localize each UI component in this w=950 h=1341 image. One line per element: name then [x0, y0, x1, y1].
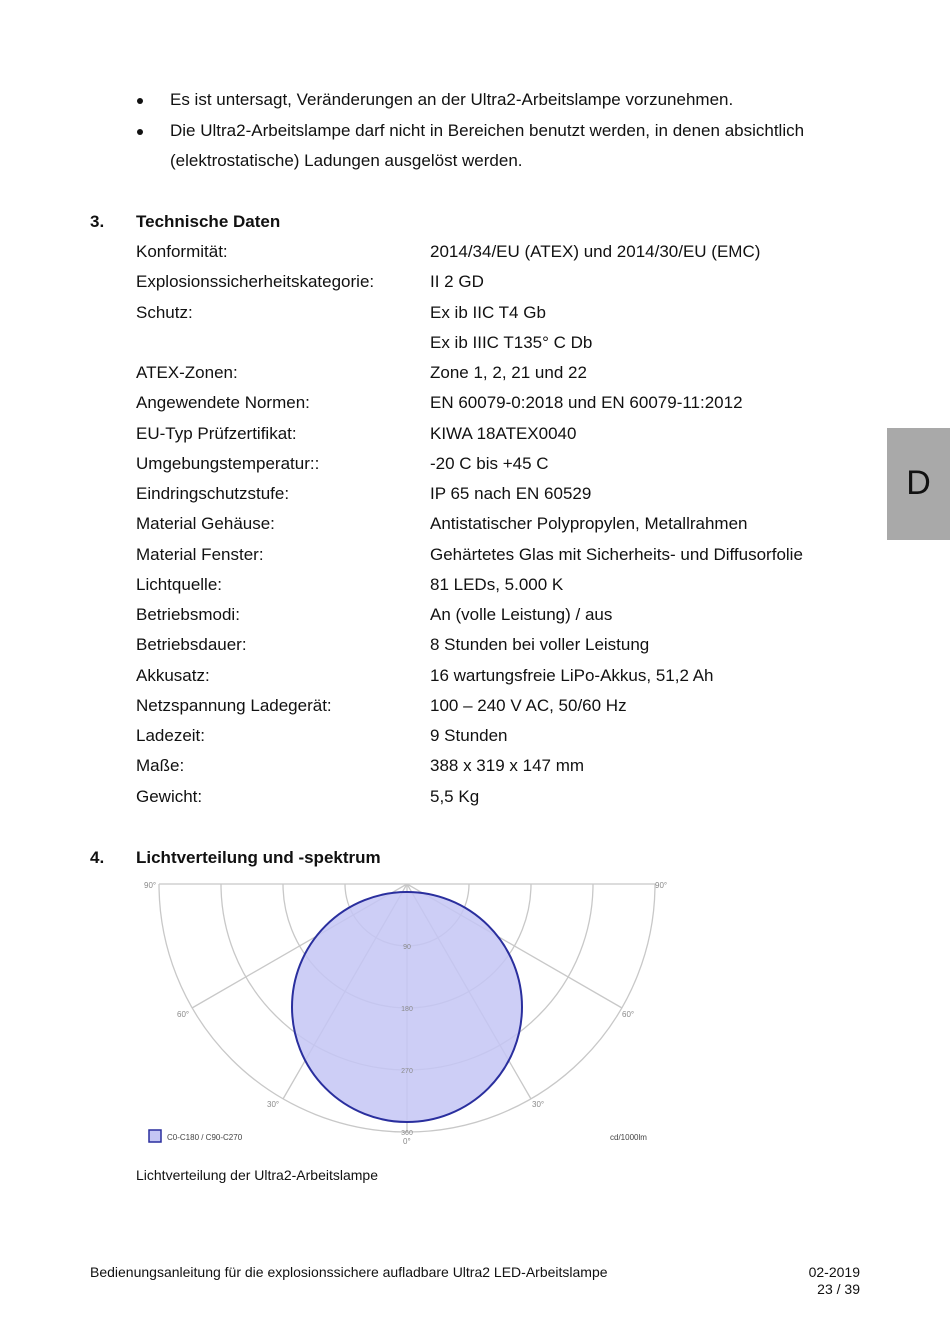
angle-label: 60° — [177, 1010, 190, 1019]
language-tab-label: D — [906, 464, 931, 502]
spec-label: Netzspannung Ladegerät: — [136, 696, 332, 715]
footer-date: 02-2019 — [808, 1264, 860, 1280]
spec-value: 8 Stunden bei voller Leistung — [430, 635, 650, 654]
spec-label: Umgebungstemperatur:: — [136, 454, 320, 473]
bullet-text-continued: (elektrostatische) Ladungen ausgelöst werden. — [170, 151, 523, 170]
spec-label: Material Gehäuse: — [136, 514, 275, 533]
footer-title: Bedienungsanleitung für die explosionssichere aufladbare Ultra2 LED-Arbeitslampe — [90, 1264, 608, 1280]
spec-value: 5,5 Kg — [430, 787, 480, 806]
spec-label: Maße: — [136, 756, 185, 775]
radial-label: 270 — [401, 1068, 413, 1075]
spec-value: An (volle Leistung) / aus — [430, 605, 613, 624]
bullet-text: Es ist untersagt, Veränderungen an der Ultra2-Arbeitslampe vorzunehmen. — [170, 90, 734, 109]
spec-label: Schutz: — [136, 303, 193, 322]
spec-value: II 2 GD — [430, 272, 484, 291]
spec-value: 9 Stunden — [430, 726, 508, 745]
spec-value: Ex ib IIIC T135° C Db — [430, 333, 593, 352]
spec-label: Betriebsdauer: — [136, 635, 247, 654]
angle-label: 60° — [622, 1010, 635, 1019]
spec-value: 100 – 240 V AC, 50/60 Hz — [430, 696, 627, 715]
bullet-dot — [137, 98, 143, 104]
section-title: Technische Daten — [136, 212, 281, 231]
spec-value: 16 wartungsfreie LiPo-Akkus, 51,2 Ah — [430, 666, 714, 685]
spec-value: 81 LEDs, 5.000 K — [430, 575, 564, 594]
spec-label: Ladezeit: — [136, 726, 205, 745]
spec-label: Betriebsmodi: — [136, 605, 240, 624]
footer-page: 23 / 39 — [817, 1281, 860, 1297]
spec-value: 2014/34/EU (ATEX) und 2014/30/EU (EMC) — [430, 242, 761, 261]
spec-value: EN 60079-0:2018 und EN 60079-11:2012 — [430, 393, 743, 412]
bullet-text: Die Ultra2-Arbeitslampe darf nicht in Bereichen benutzt werden, in denen absichtlich — [170, 121, 805, 140]
radial-label: 180 — [401, 1006, 413, 1013]
spec-value: IP 65 nach EN 60529 — [430, 484, 592, 503]
legend-swatch — [149, 1130, 161, 1142]
unit-label: cd/1000lm — [610, 1133, 647, 1142]
bullet-dot — [137, 129, 143, 135]
angle-label: 0° — [403, 1137, 411, 1146]
spec-value: Antistatischer Polypropylen, Metallrahmen — [430, 514, 748, 533]
legend-label: C0-C180 / C90-C270 — [167, 1133, 243, 1142]
spec-value: Ex ib IIC T4 Gb — [430, 303, 546, 322]
section-title: Lichtverteilung und -spektrum — [136, 848, 381, 867]
angle-label: 30° — [267, 1100, 280, 1109]
spec-label: Gewicht: — [136, 787, 203, 806]
angle-label: 30° — [532, 1100, 545, 1109]
spec-value: Zone 1, 2, 21 und 22 — [430, 363, 587, 382]
spec-label: Lichtquelle: — [136, 575, 223, 594]
spec-label: Eindringschutzstufe: — [136, 484, 290, 503]
spec-label: Material Fenster: — [136, 545, 264, 564]
angle-label: 90° — [655, 881, 668, 890]
spec-label: Explosionssicherheitskategorie: — [136, 272, 375, 291]
language-tab — [887, 428, 950, 540]
spec-label: EU-Typ Prüfzertifikat: — [136, 424, 297, 443]
spec-label: Angewendete Normen: — [136, 393, 310, 412]
spec-value: 388 x 319 x 147 mm — [430, 756, 585, 775]
spec-label: Konformität: — [136, 242, 228, 261]
angle-label: 90° — [144, 881, 157, 890]
spec-value: Gehärtetes Glas mit Sicherheits- und Diffusorfolie — [430, 545, 803, 564]
spec-value: KIWA 18ATEX0040 — [430, 424, 577, 443]
spec-value: -20 C bis +45 C — [430, 454, 549, 473]
section-number: 3. — [90, 212, 105, 231]
radial-label: 360 — [401, 1130, 413, 1137]
spec-label: ATEX-Zonen: — [136, 363, 238, 382]
figure-caption: Lichtverteilung der Ultra2-Arbeitslampe — [136, 1167, 378, 1183]
light-distribution-diagram — [140, 872, 680, 1147]
radial-label: 90 — [403, 944, 411, 951]
spec-label: Akkusatz: — [136, 666, 210, 685]
section-number: 4. — [90, 848, 105, 867]
